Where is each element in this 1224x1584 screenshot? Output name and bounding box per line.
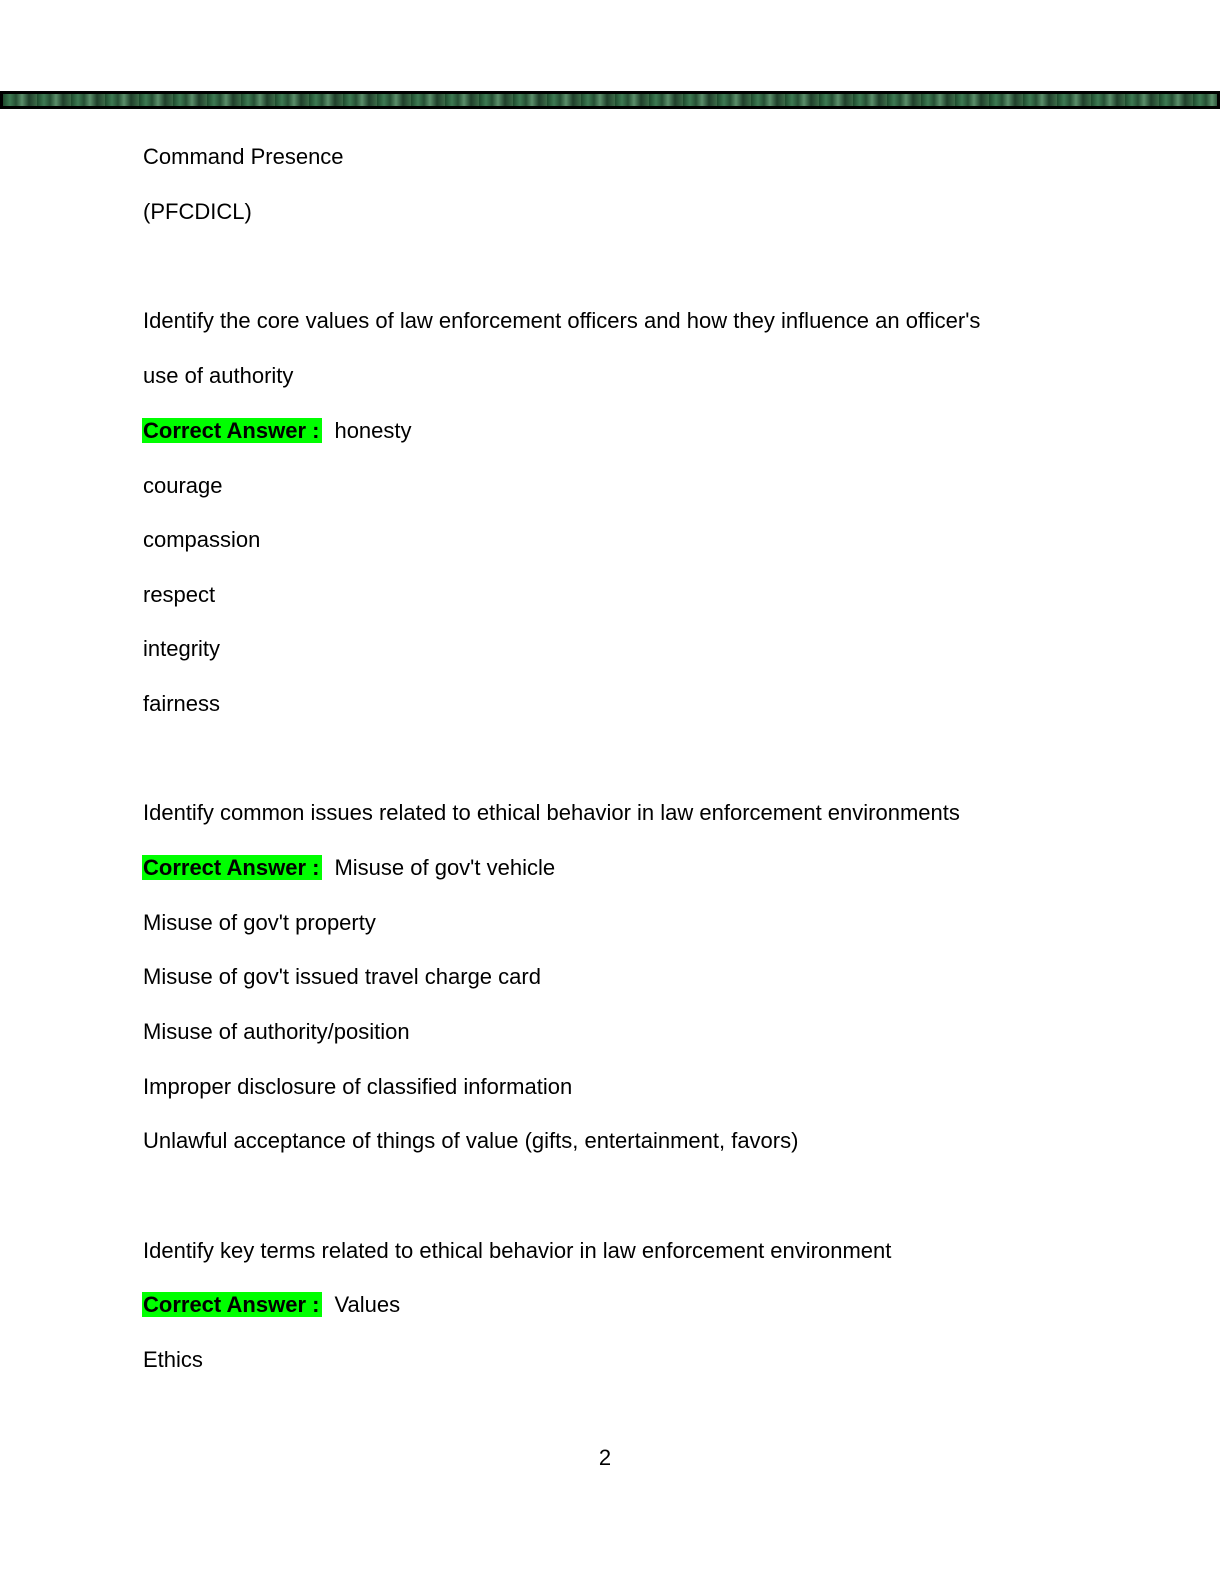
answer-line	[143, 855, 555, 881]
answer-item: fairness	[143, 691, 221, 716]
answer-item: compassion	[143, 527, 261, 552]
answer-item: Ethics	[143, 1347, 203, 1372]
answer-item: courage	[143, 473, 223, 498]
answer-line	[143, 1292, 400, 1318]
answer-item: Unlawful acceptance of things of value (gifts, entertainment, favors)	[143, 1128, 799, 1153]
question-text: Identify key terms related to ethical behavior in law enforcement environment	[143, 1238, 892, 1263]
correct-answer-label: Correct Answer :	[142, 1292, 322, 1317]
answer-text: Values	[334, 1292, 401, 1317]
header-decorative-bar	[0, 91, 1220, 109]
answer-item: Misuse of gov't property	[143, 910, 376, 935]
answer-text: Misuse of gov't vehicle	[334, 855, 556, 880]
question-text: Identify the core values of law enforcement officers and how they influence an officer's	[143, 308, 981, 333]
answer-text: honesty	[334, 418, 412, 443]
correct-answer-label: Correct Answer :	[142, 418, 322, 443]
answer-item: Misuse of gov't issued travel charge card	[143, 964, 541, 989]
question-text: Identify common issues related to ethical behavior in law enforcement environments	[143, 800, 960, 825]
document-title: Command Presence	[143, 144, 344, 169]
document-subtitle: (PFCDICL)	[143, 199, 252, 224]
answer-item: Improper disclosure of classified information	[143, 1074, 573, 1099]
answer-item: integrity	[143, 636, 221, 661]
page-number: 2	[598, 1445, 612, 1470]
answer-item: respect	[143, 582, 216, 607]
answer-line	[143, 418, 412, 444]
answer-item: Misuse of authority/position	[143, 1019, 410, 1044]
question-text: use of authority	[143, 363, 294, 388]
correct-answer-label: Correct Answer :	[142, 855, 322, 880]
